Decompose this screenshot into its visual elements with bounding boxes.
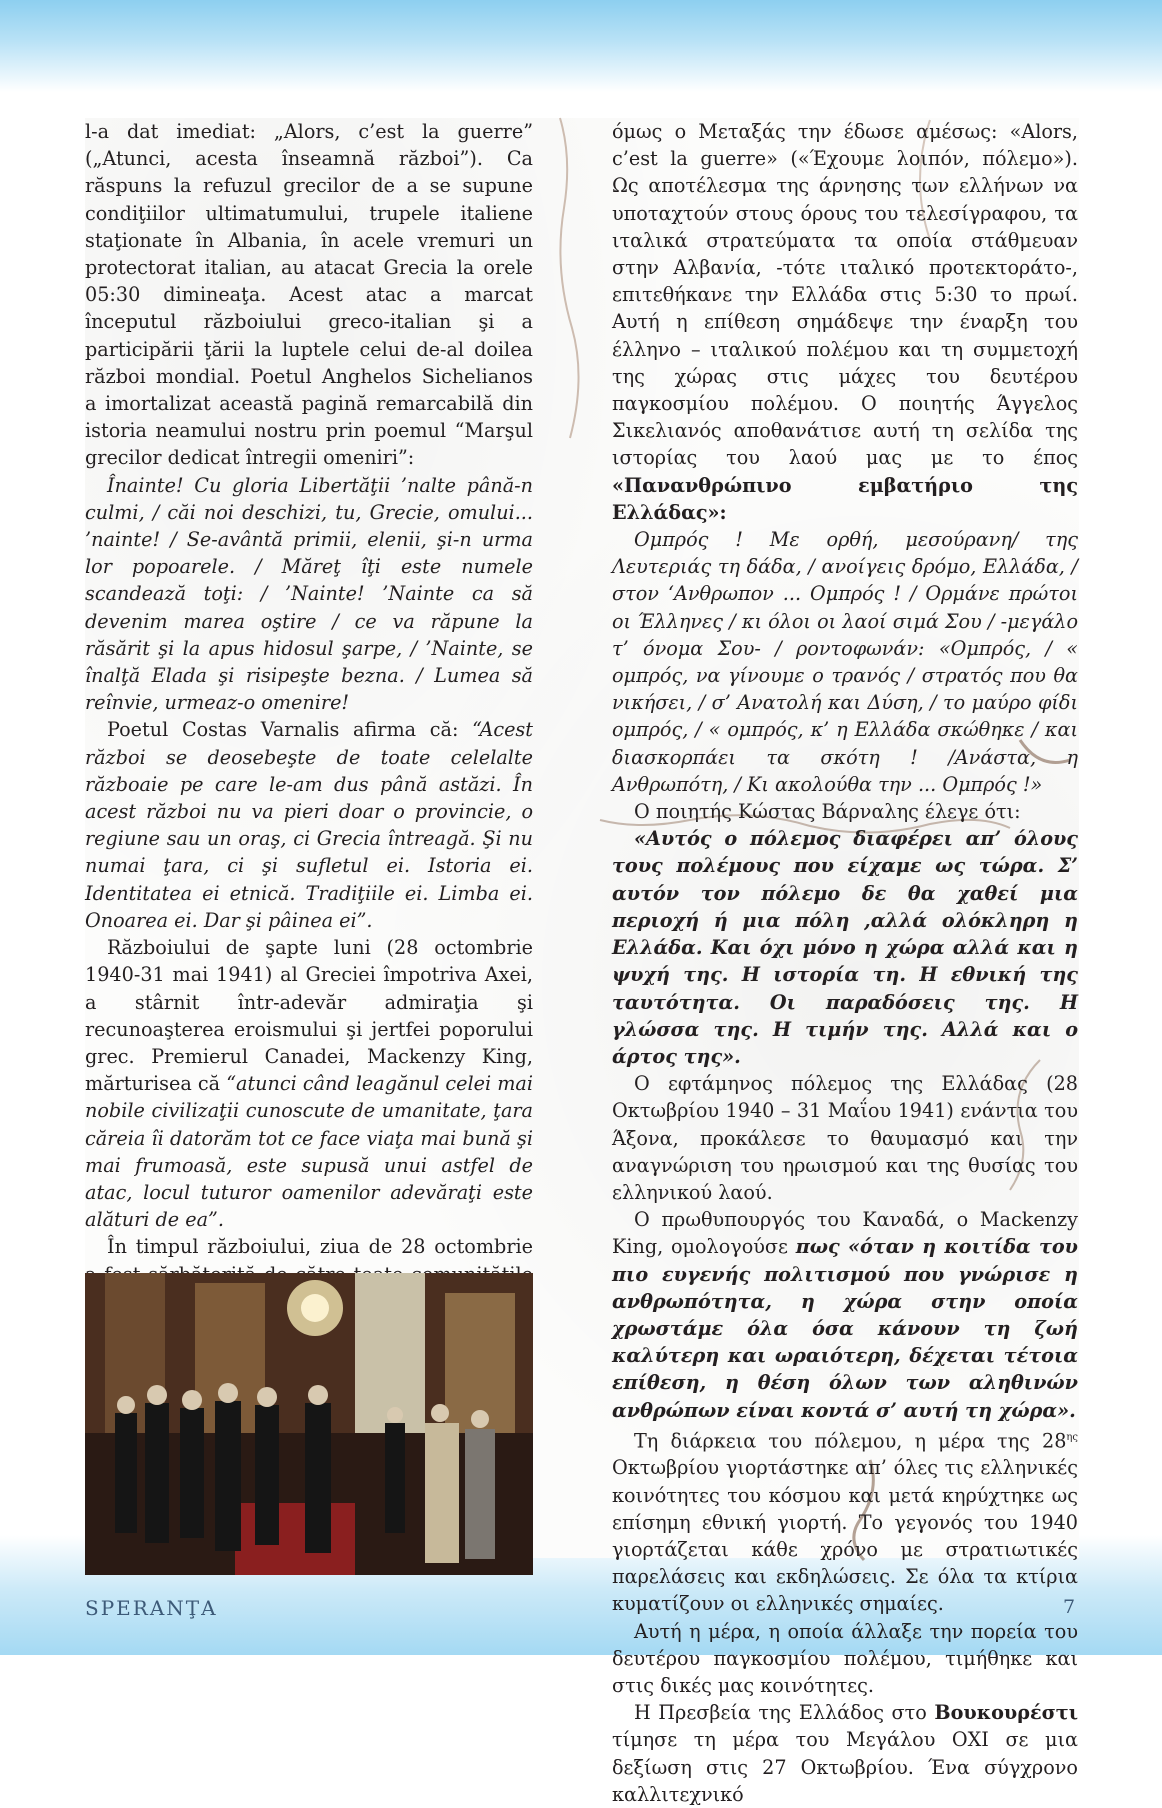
right-paragraph-1 bbox=[612, 118, 1078, 526]
right-embassy-city: Βουκουρέστι bbox=[934, 1701, 1078, 1725]
right-king-quote: πως «όταν η κοιτίδα του πιο ευγενής πολιτισμού που γνώρισε η ανθρωπότητα, η χώρα στην οποία χρωστάμε όλα όσα κάνουν τη ζωή καλύτερη και ωραιότερη, δέχεται τέτοια επίθεση, η θέση όλων των αληθινών ανθρώπων είναι κοντά σ’ αυτή τη χώρα». bbox=[612, 1235, 1078, 1422]
right-paragraph-1-text: όμως ο Μεταξάς την έδωσε αμέσως: «Alors, c’est la guerre» («Έχουμε λοιπόν, πόλεμο»). Ως αποτέλεσμα της άρνησης των ελλήνων να υποταχτούν στους όρους του τελεσίγραφου, τα ιταλικά στρατεύματα τα οποία στάθμευαν στην Αλβανία, -τότε ιταλικό προτεκτοράτο-, επιτεθήκανε την Ελλάδα στις 5:30 το πρωί. Αυτή η επίθεση σημάδεψε την έναρξη του έλληνο – ιταλικού πολέμου και τη συμμετοχή της χώρας στις μάχες του δευτέρου παγκοσμίου πολέμου. Ο ποιητής Άγγελος Σικελιανός αποθανάτισε αυτή τη σελίδα της ιστορίας του λαού μας με το έπος bbox=[612, 120, 1078, 470]
left-paragraph-1: l-a dat imediat: „Alors, c’est la guerre” („Atunci, acesta înseamnă război”). Ca răspuns la refuzul grecilor de a se supune condiţiilor ultimatumului, trupele italiene staţionate în Albania, în acele vremuri un protectorat italian, au atacat Grecia la orele 05:30 dimineaţa. Acest atac a marcat începutul războiului greco-italian şi a participării ţării la luptele celui de-al doilea război mondial. Poetul Anghelos Sichelianos a imortalizat această pagină remarcabilă din istoria neamului nostru prin poemul “Marşul grecilor dedicat întregii omeniri”: bbox=[85, 120, 533, 470]
right-paragraph-king bbox=[612, 1206, 1078, 1424]
left-varnalis-quote: “Acest război se deosebeşte de toate celelalte războaie pe care le-am dus până astăzi. În acest război nu va pieri doar o provincie, o regiune sau un oraş, ci Grecia întreagă. Şi nu numai ţara, ci şi sufletul ei. Istoria ei. Identitatea ei etnică. Tradiţiile ei. Limba ei. Onoarea ei. Dar şi pâinea ei”. bbox=[85, 718, 533, 932]
left-king-quote: “atunci când leagănul celei mai nobile civilizaţii cunoscute de umanitate, ţara căreia îi datorăm tot ce face viaţa mai bună şi mai frumoasă, este supusă unui astfel de atac, locul tuturor oamenilor adevăraţi este alături de ea”. bbox=[85, 1072, 534, 1232]
left-text-column bbox=[85, 118, 533, 1397]
right-poem-excerpt: Ομπρός ! Με ορθή, μεσούρανη/ της Λευτεριάς τη δάδα, / ανοίγεις δρόμο, Ελλάδα, / στον ‘Ανθρωπον ... Ομπρός ! / Ορμάνε πρώτοι οι Έλληνες / κι όλοι οι λαοί σιμά Σου / -μεγάλο τ’ όνομα Σου- / ροντοφωνάν: «Ομπρός, / « ομπρός, να γίνουμε ο τρανός / στρατός που θα νικήσει, / σ’ Ανατολή και Δύση, / το μαύρο φίδι ομπρός, / « ομπρός, κ’ η Ελλάδα σκώθηκε / και διασκορπάει τα σκότη ! /Ανάστα, η Ανθρωπότη, / Κι ακολούθα την ... Ομπρός !» bbox=[612, 528, 1078, 796]
right-embassy-c: τίμησε τη μέρα του Μεγάλου ΟΧΙ σε μια δεξίωση στις 27 Οκτωβρίου. Ένα σύγχρονο καλλιτεχνικό bbox=[612, 1728, 1078, 1806]
right-celebration-sup: ης bbox=[1066, 1431, 1078, 1443]
left-varnalis-intro: Poetul Costas Varnalis afirma că: bbox=[107, 718, 473, 742]
left-poem-excerpt: Înainte! Cu gloria Libertăţii ’nalte până-n culmi, / căi noi deschizi, tu, Grecie, omului... ’nainte! / Se-avântă primii, elenii, şi-n urma lor popoarele. / Măreţ îţi este numele scandează toţi: / ’Nainte! ’Nainte ca să devenim marea oştire / ce va răpune la răsărit şi la apus hidosul şarpe, / ’Nainte, se înalţă Elada şi risipeşte bezna. / Lumea să reînvie, urmeaz-o omenire! bbox=[85, 473, 533, 715]
right-embassy-a: Η Πρεσβεία της Ελλάδος στο bbox=[634, 1701, 935, 1725]
right-king-intro: Ο πρωθυπουργός του Καναδά, ο Mackenzy King, ομολογούσε bbox=[612, 1208, 1078, 1259]
right-poem-title: «Πανανθρώπινο εμβατήριο της Ελλάδας»: bbox=[612, 473, 1078, 524]
right-varnalis-quote: «Αυτός ο πόλεμος διαφέρει απ’ όλους τους πολέμους που είχαμε ως τώρα. Σ’ αυτόν τον πόλεμο δε θα χαθεί μια περιοχή ή μια πόλη ,αλλά ολόκληρη η Ελλάδα. Και όχι μόνο η χώρα αλλά και η ψυχή της. Η ιστορία τη. Η εθνική της ταυτότητα. Οι παραδόσεις της. Η γλώσσα της. Η τιμήν της. Αλλά και ο άρτος της». bbox=[612, 827, 1078, 1068]
right-text-column bbox=[612, 118, 1078, 1808]
right-paragraph-celebration bbox=[612, 1424, 1078, 1618]
left-paragraph-celebration: În timpul războiului, ziua de 28 octombrie bbox=[107, 1235, 533, 1259]
header-gradient-band bbox=[0, 0, 1162, 92]
right-paragraph-embassy bbox=[612, 1699, 1078, 1808]
right-varnalis-intro: Ο ποιητής Κώστας Βάρναλης έλεγε ότι: bbox=[634, 800, 1021, 824]
right-paragraph-war: Ο εφτάμηνος πόλεμος της Ελλάδας (28 Οκτωβρίου 1940 – 31 Μαΐου 1941) ενάντια του Άξονα, προκάλεσε το θαυμασμό και την αναγνώριση του ηρωισμού και της θυσίας του ελληνικού λαού. bbox=[612, 1072, 1078, 1204]
church-photo-illustration bbox=[85, 1273, 533, 1575]
page-number: 7 bbox=[1063, 1596, 1076, 1618]
right-celebration-b: Οκτωβρίου γιορτάστηκε απ’ όλες τις ελληνικές κοινότητες του κόσμου και μετά κηρύχτηκε ως επίσημη εθνική γιορτή. Το γεγονός του 1940 γιορτάζεται κάθε χρόνο με στρατιωτικές παρελάσεις και εκδηλώσεις. Σε όλα τα κτίρια κυματίζουν οι ελληνικές σημαίες. bbox=[612, 1456, 1078, 1616]
right-paragraph-communities: Αυτή η μέρα, η οποία άλλαξε την πορεία του δευτέρου παγκοσμίου πολέμου, τιμήθηκε και στις δικές μας κοινότητες. bbox=[612, 1619, 1078, 1697]
left-paragraph-war bbox=[85, 934, 533, 1233]
magazine-title: SPERANŢA bbox=[85, 1596, 218, 1620]
right-celebration-a: Τη διάρκεια του πόλεμου, η μέρα της 28 bbox=[634, 1429, 1067, 1453]
left-paragraph-varnalis bbox=[85, 716, 533, 934]
church-ceremony-photo bbox=[85, 1273, 533, 1575]
left-war-text: Războiului de şapte luni (28 octombrie 1940-31 mai 1941) al Greciei împotriva Axei, a stârnit într-adevăr admiraţia şi recunoaşterea eroismului şi jertfei poporului grec. Premierul Canadei, Mackenzy King, mărturisea că bbox=[85, 936, 533, 1096]
